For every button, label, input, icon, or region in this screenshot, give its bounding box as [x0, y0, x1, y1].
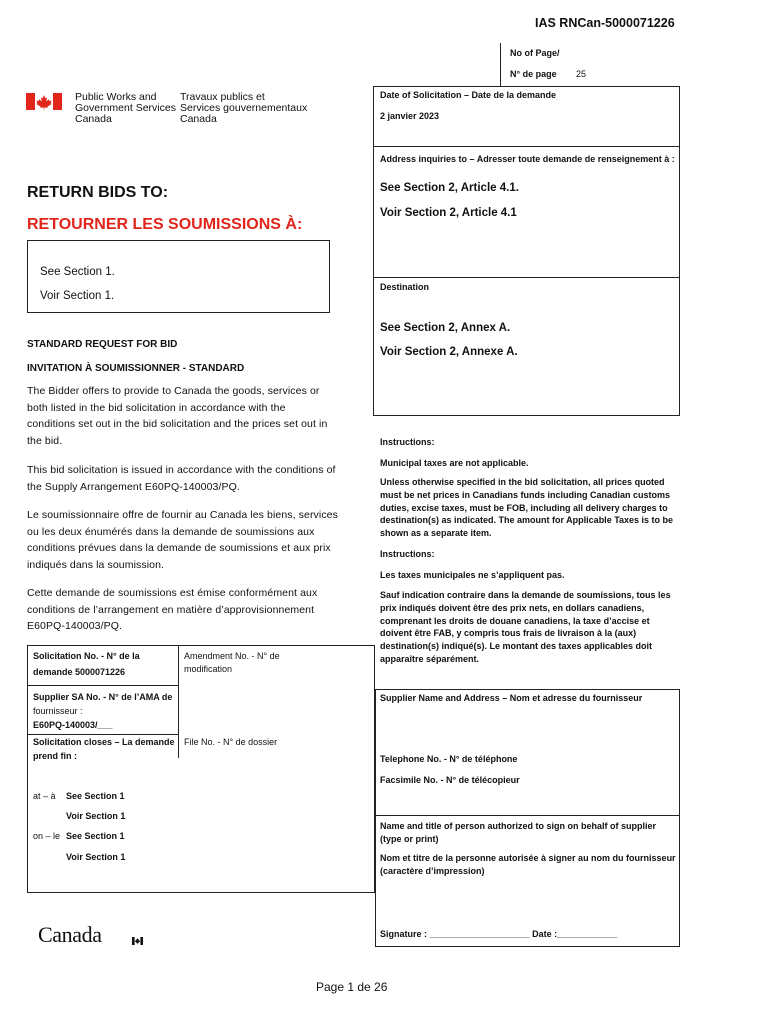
paragraph-line: E60PQ-140003/PQ.	[27, 620, 122, 632]
standard-request-title-fr: INVITATION À SOUMISSIONNER - STANDARD	[27, 363, 245, 374]
authorized-person-label-fr	[380, 852, 676, 878]
return-bids-line2: Voir Section 1.	[40, 290, 115, 302]
bidder-offer-paragraph-en	[27, 383, 327, 449]
department-fr-line3: Canada	[180, 113, 217, 125]
pricing-instructions-en	[380, 476, 673, 540]
authorized-person-line: (caractère d’impression)	[380, 866, 485, 876]
pricing-instructions-fr	[380, 589, 671, 666]
paragraph-line: Cette demande de soumissions est émise conformément aux	[27, 587, 318, 599]
closing-time-label: at – à	[33, 791, 56, 801]
paragraph-line: the bid.	[27, 434, 63, 447]
page-number: Page 1 de 26	[316, 980, 388, 994]
instruction-line: Unless otherwise specified in the bid solicitation, all prices quoted	[380, 477, 665, 487]
department-name-fr	[180, 92, 307, 125]
supplier-sa-number	[33, 690, 172, 732]
instruction-line: Sauf indication contraire dans la demande de soumissions, tous les	[380, 590, 671, 600]
file-number: File No. - N° de dossier	[184, 737, 278, 747]
supplier-sa-line: fournisseur :	[33, 706, 83, 716]
supplier-sa-line: E60PQ-140003/___	[33, 720, 113, 730]
solicitation-closes	[33, 735, 175, 763]
paragraph-line: indiqués dans la soumission.	[27, 558, 165, 571]
supplier-box	[375, 689, 680, 947]
pages-label-fr: N° de page	[510, 69, 557, 79]
address-inquiries-line1: See Section 2, Article 4.1.	[380, 182, 519, 194]
paragraph-line: Le soumissionnaire offre de fournir au Canada les biens, services	[27, 509, 338, 521]
facsimile-label: Facsimile No. - N° de télécopieur	[380, 775, 520, 785]
closing-date-value-fr: Voir Section 1	[66, 852, 126, 862]
paragraph-line: ou les deux énumérés dans la demande de soumissions aux	[27, 525, 315, 538]
destination-line1: See Section 2, Annex A.	[380, 322, 511, 334]
authorized-person-line: Nom et titre de la personne autorisée à signer au nom du fournisseur	[380, 853, 676, 863]
canada-wordmark	[38, 922, 102, 948]
solicitation-date-value: 2 janvier 2023	[380, 111, 440, 121]
standard-request-title-en: STANDARD REQUEST FOR BID	[27, 339, 178, 350]
destination-label: Destination	[380, 282, 430, 292]
amendment-number	[184, 650, 280, 676]
department-name-en	[75, 92, 176, 125]
authorized-person-line: Name and title of person authorized to sign on behalf of supplier	[380, 821, 657, 831]
department-fr-line1: Travaux publics et	[180, 91, 265, 103]
details-column-divider	[178, 645, 179, 758]
canada-flag-icon	[26, 93, 62, 110]
details-row-divider	[27, 685, 178, 686]
wordmark-flag-icon	[132, 925, 143, 933]
instruction-line: comprenant les droits de douane canadiens, la taxe d’accise et	[380, 615, 650, 626]
instruction-line: destination(s) as indicated. The amount for Applicable Taxes is to be	[380, 515, 674, 526]
closing-date-label: on – le	[33, 831, 61, 841]
department-fr-line2: Services gouvernementaux	[180, 102, 308, 114]
instruction-line: prix indiqués doivent être des prix nets, en dollars canadiens,	[380, 602, 645, 613]
return-bids-title-en: RETURN BIDS TO:	[27, 184, 169, 201]
pages-box-divider	[500, 43, 501, 86]
destination-box-divider	[373, 277, 680, 278]
supply-arrangement-paragraph-en	[27, 462, 336, 495]
closing-time-value-en: See Section 1	[66, 791, 125, 801]
municipal-taxes-en: Municipal taxes are not applicable.	[380, 458, 529, 468]
paragraph-line: conditions prévues dans la demande de soumissions et aux prix	[27, 542, 331, 554]
instruction-line: destination(s) indiqué(s). Le montant des taxes applicables doit	[380, 641, 653, 652]
supplier-sa-line: Supplier SA No. - N° de l’AMA de	[33, 692, 173, 702]
closing-date-value-en: See Section 1	[66, 831, 125, 841]
solicitation-date-label: Date of Solicitation – Date de la demande	[380, 90, 557, 100]
supply-arrangement-paragraph-fr	[27, 585, 317, 635]
destination-line2: Voir Section 2, Annexe A.	[380, 346, 518, 358]
solicitation-number-line: demande 5000071226	[33, 667, 126, 677]
solicitation-closes-line: Solicitation closes – La demande	[33, 737, 175, 747]
return-bids-line1: See Section 1.	[40, 266, 115, 278]
solicitation-number	[33, 650, 140, 679]
supplier-name-address-label: Supplier Name and Address – Nom et adresse du fournisseur	[380, 693, 643, 703]
instruction-line: duties, excise taxes, must be FOB, including all delivery charges to	[380, 502, 668, 513]
paragraph-line: the Supply Arrangement E60PQ-140003/PQ.	[27, 480, 240, 493]
authorized-person-line: (type or print)	[380, 834, 439, 844]
paragraph-line: both listed in the bid solicitation in accordance with the	[27, 401, 286, 414]
paragraph-line: This bid solicitation is issued in accordance with the conditions of	[27, 464, 336, 476]
amendment-line: Amendment No. - N° de	[184, 651, 280, 661]
bidder-offer-paragraph-fr	[27, 507, 338, 573]
pages-label-en: No of Page/	[510, 48, 560, 58]
department-en-line1: Public Works and	[75, 91, 157, 103]
solicitation-number-line: Solicitation No. - N° de la	[33, 651, 140, 661]
instructions-label-en: Instructions:	[380, 437, 435, 447]
authorized-person-label-en	[380, 820, 656, 846]
address-inquiries-line2: Voir Section 2, Article 4.1	[380, 207, 517, 219]
closing-time-value-fr: Voir Section 1	[66, 811, 126, 821]
paragraph-line: The Bidder offers to provide to Canada the goods, services or	[27, 385, 320, 397]
pages-value: 25	[576, 69, 587, 79]
solicitation-closes-line: prend fin :	[33, 751, 77, 761]
document-id: IAS RNCan-5000071226	[535, 16, 675, 30]
supplier-box-divider	[375, 815, 680, 816]
department-en-line3: Canada	[75, 113, 112, 125]
amendment-line: modification	[184, 664, 233, 674]
instruction-line: doivent être FAB, y compris tous frais de livraison à la (aux)	[380, 628, 637, 639]
telephone-label: Telephone No. - N° de téléphone	[380, 754, 518, 764]
address-inquiries-label: Address inquiries to – Adresser toute demande de renseignement à :	[380, 154, 675, 164]
instruction-line: shown as a separate item.	[380, 528, 492, 539]
paragraph-line: conditions de l’arrangement en matière d’approvisionnement	[27, 603, 315, 616]
canada-wordmark-text: Canada	[38, 922, 102, 947]
department-en-line2: Government Services	[75, 102, 176, 114]
date-box-divider	[373, 146, 680, 147]
instruction-line: must be net prices in Canadians funds including Canadian customs	[380, 489, 671, 500]
signature-date-line: Signature : ____________________ Date :____________	[380, 929, 618, 939]
right-info-box	[373, 86, 680, 416]
return-bids-title-fr: RETOURNER LES SOUMISSIONS À:	[27, 216, 303, 233]
instruction-line: apparaître séparément.	[380, 653, 480, 664]
instructions-label-fr: Instructions:	[380, 549, 435, 559]
paragraph-line: conditions set out in the bid solicitation and the prices set out in	[27, 418, 328, 430]
municipal-taxes-fr: Les taxes municipales ne s’appliquent pas.	[380, 570, 565, 580]
